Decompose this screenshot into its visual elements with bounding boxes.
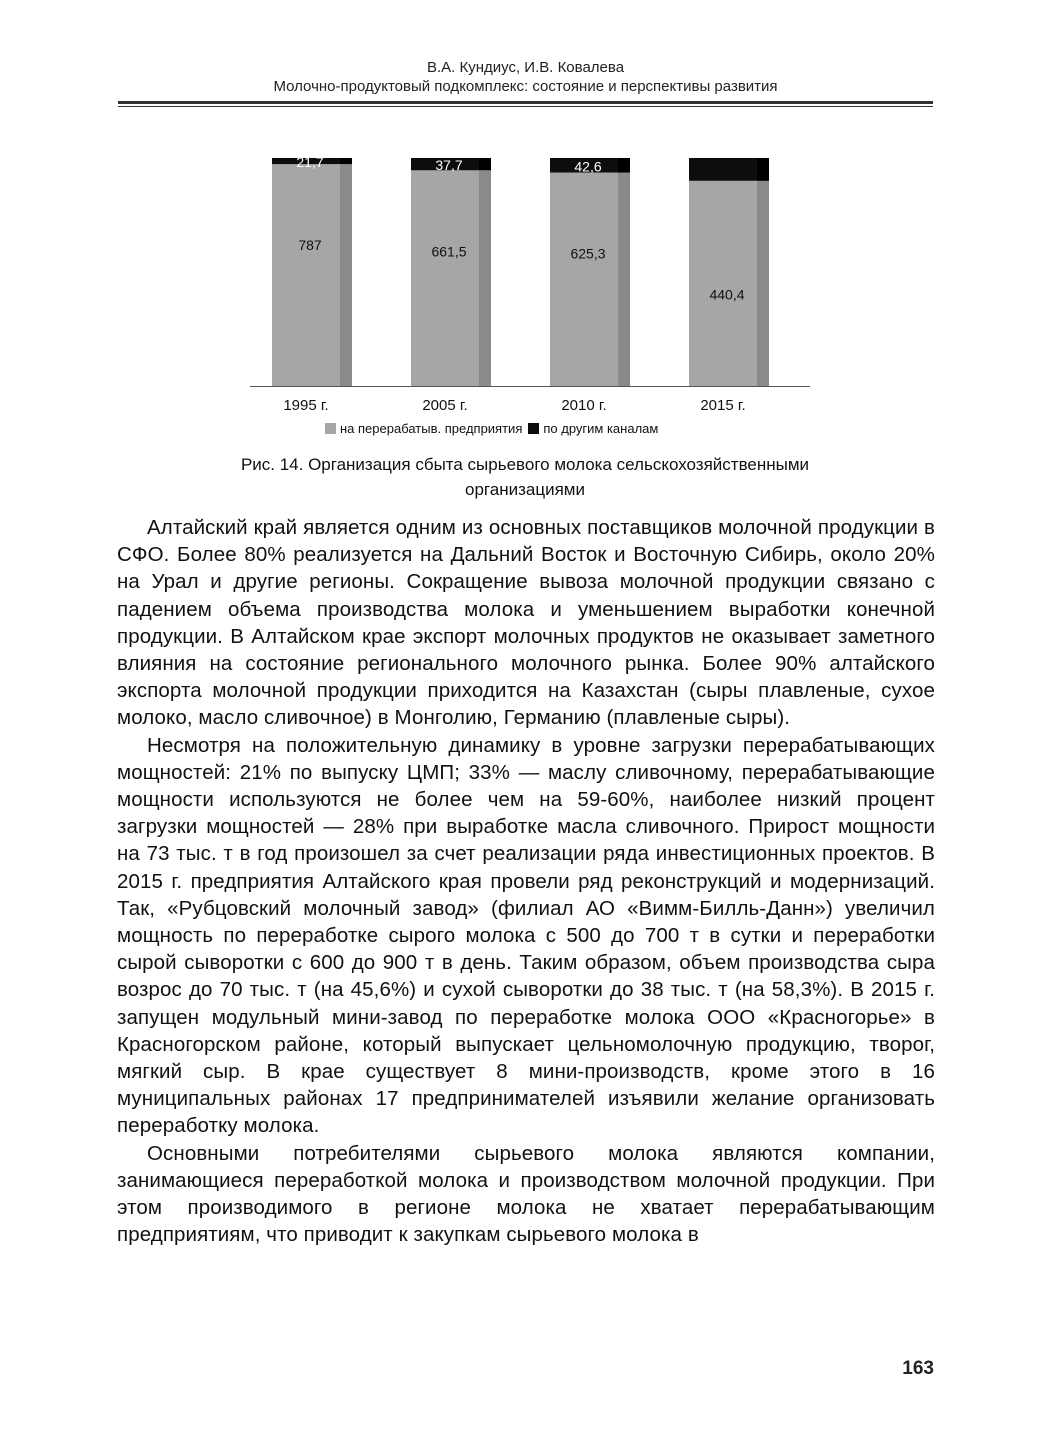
header-title: Молочно-продуктовый подкомплекс: состояние и перспективы развития [273,78,778,95]
data-label: 37,7 [435,157,463,174]
header-authors: В.А. Кундиус, И.В. Ковалева [426,59,625,76]
paragraph: Алтайский край является одним из основных поставщиков молочной продукции в СФО. Более 80% реализуется на Дальний Восток и Восточную Сибирь, около 20% на Урал и другие регионы. Сокращение вывоза молочной продукции связано с падением объема производства молока и уменьшением выработки конечной продукции. В Алтайском крае экспорт молочных продуктов не оказывает заметного влияния на состояние регионального молочного рынка. Более 90% алтайского экспорта молочной продукции приходится на Казахстан (сыры плавленые, сухое молоко, масло сливочное) в Монголию, Германию (плавленые сыры). [117,516,935,730]
data-label: 49 [719,128,735,145]
bar-side [757,158,769,181]
data-label: 440,4 [709,286,745,303]
bar-side [479,170,491,386]
x-tick-label: 2010 г. [561,397,607,414]
bar-side [340,158,352,164]
bar-segment [272,164,340,386]
stacked-bar-chart [230,128,830,450]
bar-segment [411,170,479,386]
legend-label-other: по другим каналам [543,421,659,436]
figure-caption [150,452,900,502]
bar-side [479,158,491,170]
data-label: 42,6 [574,158,602,175]
x-tick-label: 2015 г. [700,397,746,414]
bar-side [618,158,630,173]
legend-item-other [528,421,658,436]
x-tick-label: 2005 г. [422,397,468,414]
header-rule-thick [118,101,933,104]
data-label: 661,5 [431,243,467,260]
caption-line-2: организациями [465,480,585,499]
header-rule-thin [118,106,933,107]
legend-swatch-processing [325,423,336,434]
bar-segment [550,173,618,386]
bar-side [340,164,352,386]
bar-segment [689,158,757,181]
legend-item-processing [325,421,522,436]
paragraph: Основными потребителями сырьевого молока являются компании, занимающиеся переработкой молока и производством молочной продукции. При этом производимого в регионе молока не хватает перерабатывающим предприятиям, что приводит к закупкам сырьевого молока в [117,1141,935,1247]
legend-swatch-other [528,423,539,434]
bar-side [757,181,769,386]
running-header [118,58,933,96]
bar-segment [689,181,757,386]
data-label: 625,3 [570,245,606,262]
data-label: 787 [298,237,322,254]
paragraph: Несмотря на положительную динамику в уровне загрузки перерабатывающих мощностей: 21% по выпуску ЦМП; 33% — маслу сливочному, перерабатывающие мощности используются не более чем на 59-60%, наиболее низкий процент загрузки мощностей — 28% при выработке масла сливочного. Прирост мощности на 73 тыс. т в год произошел за счет реализации ряда инвестиционных проектов. В 2015 г. предприятия Алтайского края провели ряд реконструкций и модернизаций. Так, «Рубцовский молочный завод» (филиал АО «Вимм-Билль-Данн») увеличил мощность по переработке сырого молока с 500 до 700 т в сутки и переработки сырой сыворотки с 600 до 900 т в день. Таким образом, объем производства сыра возрос до 70 тыс. т (на 45,6%) и сухой сыворотки до 38 тыс. т (на 58,3%). В 2015 г. запущен модульный мини-завод по переработке молока ООО «Красногорье» в Красногорском районе, который выпускает цельномолочную продукцию, творог, мягкий сыр. В крае существует 8 мини-производств, кроме этого в 16 муниципальных районах 17 предпринимателей изъявили желание организовать переработку молока. [117,733,935,1138]
bar-side [618,173,630,386]
x-tick-label: 1995 г. [283,397,329,414]
page-number: 163 [902,1358,934,1379]
body-text [117,514,935,1248]
caption-line-1: Рис. 14. Организация сбыта сырьевого молока сельскохозяйственными [240,455,810,474]
chart-svg [230,128,830,420]
legend-label-processing: на перерабатыв. предприятия [340,421,523,436]
data-label: 21,7 [296,154,324,171]
chart-legend [325,421,664,436]
